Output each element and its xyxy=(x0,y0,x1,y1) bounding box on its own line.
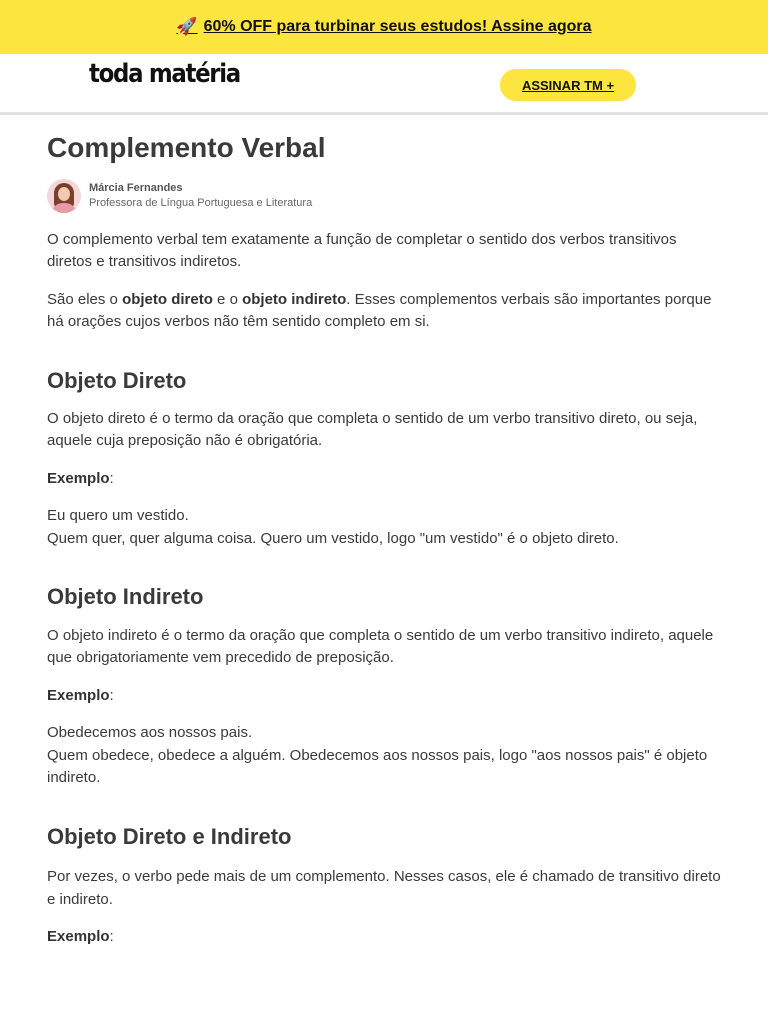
example-label: Exemplo: xyxy=(47,469,114,487)
example-label: Exemplo: xyxy=(47,686,114,704)
article xyxy=(0,131,768,949)
section-text: Por vezes, o verbo pede mais de um complemento. Nesses casos, ele é chamado de transitivo direto e indireto. xyxy=(47,868,721,908)
example-sentence: Eu quero um vestido. xyxy=(47,507,189,525)
promo-link[interactable] xyxy=(176,17,591,37)
site-header xyxy=(0,54,768,115)
section-heading-objeto-direto-e-indireto: Objeto Direto e Indireto xyxy=(47,823,292,849)
example-label: Exemplo: xyxy=(47,928,114,946)
author-role: Professora de Língua Portuguesa e Literatura xyxy=(89,196,313,209)
term-objeto-direto: objeto direto xyxy=(122,290,213,308)
example-explanation: Quem quer, quer alguma coisa. Quero um vestido, logo "um vestido" é o objeto direto. xyxy=(47,529,619,547)
promo-banner xyxy=(0,0,768,54)
promo-text: 60% OFF para turbinar seus estudos! Assine agora xyxy=(203,18,592,35)
rocket-icon: 🚀 xyxy=(176,17,198,36)
section-text: O objeto indireto é o termo da oração que completa o sentido de um verbo transitivo indireto, aquele que obrigatoriamente vem precedido de preposição. xyxy=(47,626,714,667)
page-title: Complemento Verbal xyxy=(47,132,326,163)
example-explanation: Quem obedece, obedece a alguém. Obedecemos aos nossos pais, logo "aos nossos pais" é objeto indireto. xyxy=(47,746,708,787)
author-details xyxy=(89,181,312,211)
subscribe-button[interactable]: ASSINAR TM + xyxy=(500,69,636,101)
example-text xyxy=(47,722,721,790)
section-heading-objeto-indireto: Objeto Indireto xyxy=(47,584,204,610)
author-info xyxy=(47,179,721,213)
intro-paragraph: O complemento verbal tem exatamente a função de completar o sentido dos verbos transitivos diretos e transitivos indiretos. xyxy=(47,230,677,271)
term-objeto-indireto: objeto indireto xyxy=(242,290,347,308)
avatar[interactable] xyxy=(47,179,81,213)
section-heading-objeto-direto: Objeto Direto xyxy=(47,367,187,393)
example-text xyxy=(47,505,721,550)
section-text: O objeto direto é o termo da oração que completa o sentido de um verbo transitivo direto, ou seja, aquele cuja preposição não é obrigatória. xyxy=(47,409,698,450)
intro-paragraph-2: São eles o objeto direto e o objeto indireto. Esses complementos verbais são importantes porque há orações cujos verbos não têm sentido completo em si. xyxy=(47,290,712,331)
example-sentence: Obedecemos aos nossos pais. xyxy=(47,724,253,742)
author-name[interactable]: Márcia Fernandes xyxy=(89,181,183,194)
site-logo[interactable]: toda matéria xyxy=(89,59,240,89)
